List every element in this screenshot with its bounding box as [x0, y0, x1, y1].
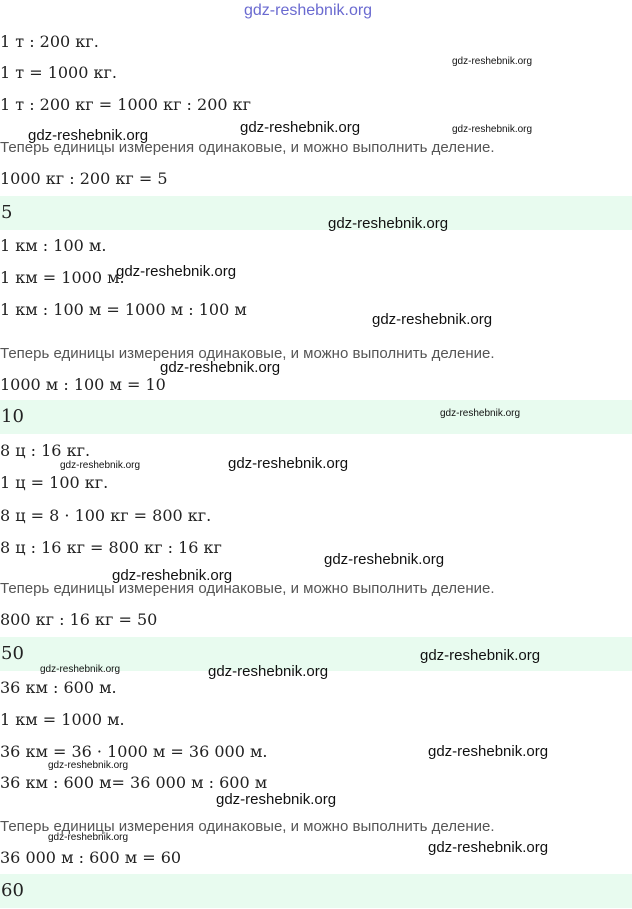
block4-line2: 1 км = 1000 м.	[0, 710, 125, 729]
block1-line2: 1 т = 1000 кг.	[0, 63, 117, 82]
block3-line1: 8 ц : 16 кг.	[0, 441, 91, 460]
watermark: gdz-reshebnik.org	[28, 127, 149, 144]
watermark: gdz-reshebnik.org	[40, 664, 121, 675]
watermark-top: gdz-reshebnik.org	[244, 2, 373, 19]
watermark: gdz-reshebnik.org	[452, 124, 533, 135]
block3-line2: 1 ц = 100 кг.	[0, 473, 109, 492]
block2-line3: 1 км : 100 м = 1000 м : 100 м	[0, 300, 247, 319]
block3-line4: 8 ц : 16 кг = 800 кг : 16 кг	[0, 538, 222, 557]
block2-result: 1000 м : 100 м = 10	[0, 375, 166, 394]
watermark: gdz-reshebnik.org	[240, 119, 361, 136]
block1-explanation: Теперь единицы измерения одинаковые, и можно выполнить деление.	[0, 139, 495, 156]
block4-line3: 36 км = 36 · 1000 м = 36 000 м.	[0, 742, 268, 761]
block2-line2: 1 км = 1000 м.	[0, 268, 125, 287]
block3-explanation: Теперь единицы измерения одинаковые, и можно выполнить деление.	[0, 580, 495, 597]
block1-result: 1000 кг : 200 кг = 5	[0, 169, 168, 188]
watermark: gdz-reshebnik.org	[48, 832, 129, 843]
block4-explanation: Теперь единицы измерения одинаковые, и можно выполнить деление.	[0, 818, 495, 835]
block3-answer: 50	[0, 637, 632, 671]
block3-line3: 8 ц = 8 · 100 кг = 800 кг.	[0, 506, 212, 525]
block4-line4: 36 км : 600 м= 36 000 м : 600 м	[0, 773, 268, 792]
watermark: gdz-reshebnik.org	[228, 455, 349, 472]
block4-line1: 36 км : 600 м.	[0, 678, 117, 697]
watermark: gdz-reshebnik.org	[116, 263, 237, 280]
watermark: gdz-reshebnik.org	[372, 311, 493, 328]
watermark: gdz-reshebnik.org	[160, 359, 281, 376]
watermark: gdz-reshebnik.org	[440, 408, 521, 419]
watermark: gdz-reshebnik.org	[420, 647, 541, 664]
block2-line1: 1 км : 100 м.	[0, 236, 107, 255]
block1-line3: 1 т : 200 кг = 1000 кг : 200 кг	[0, 95, 252, 114]
watermark: gdz-reshebnik.org	[452, 56, 533, 67]
watermark: gdz-reshebnik.org	[112, 567, 233, 584]
block2-answer: 10	[0, 400, 632, 434]
block4-answer: 60	[0, 874, 632, 908]
watermark: gdz-reshebnik.org	[328, 215, 449, 232]
block4-result: 36 000 м : 600 м = 60	[0, 848, 182, 867]
watermark: gdz-reshebnik.org	[208, 663, 329, 680]
watermark: gdz-reshebnik.org	[216, 791, 337, 808]
block1-line1: 1 т : 200 кг.	[0, 32, 99, 51]
watermark: gdz-reshebnik.org	[48, 760, 129, 771]
watermark: gdz-reshebnik.org	[428, 839, 549, 856]
block1-answer: 5	[0, 196, 632, 230]
watermark: gdz-reshebnik.org	[324, 551, 445, 568]
watermark: gdz-reshebnik.org	[60, 460, 141, 471]
block2-explanation: Теперь единицы измерения одинаковые, и можно выполнить деление.	[0, 345, 495, 362]
watermark: gdz-reshebnik.org	[428, 743, 549, 760]
block3-result: 800 кг : 16 кг = 50	[0, 610, 158, 629]
